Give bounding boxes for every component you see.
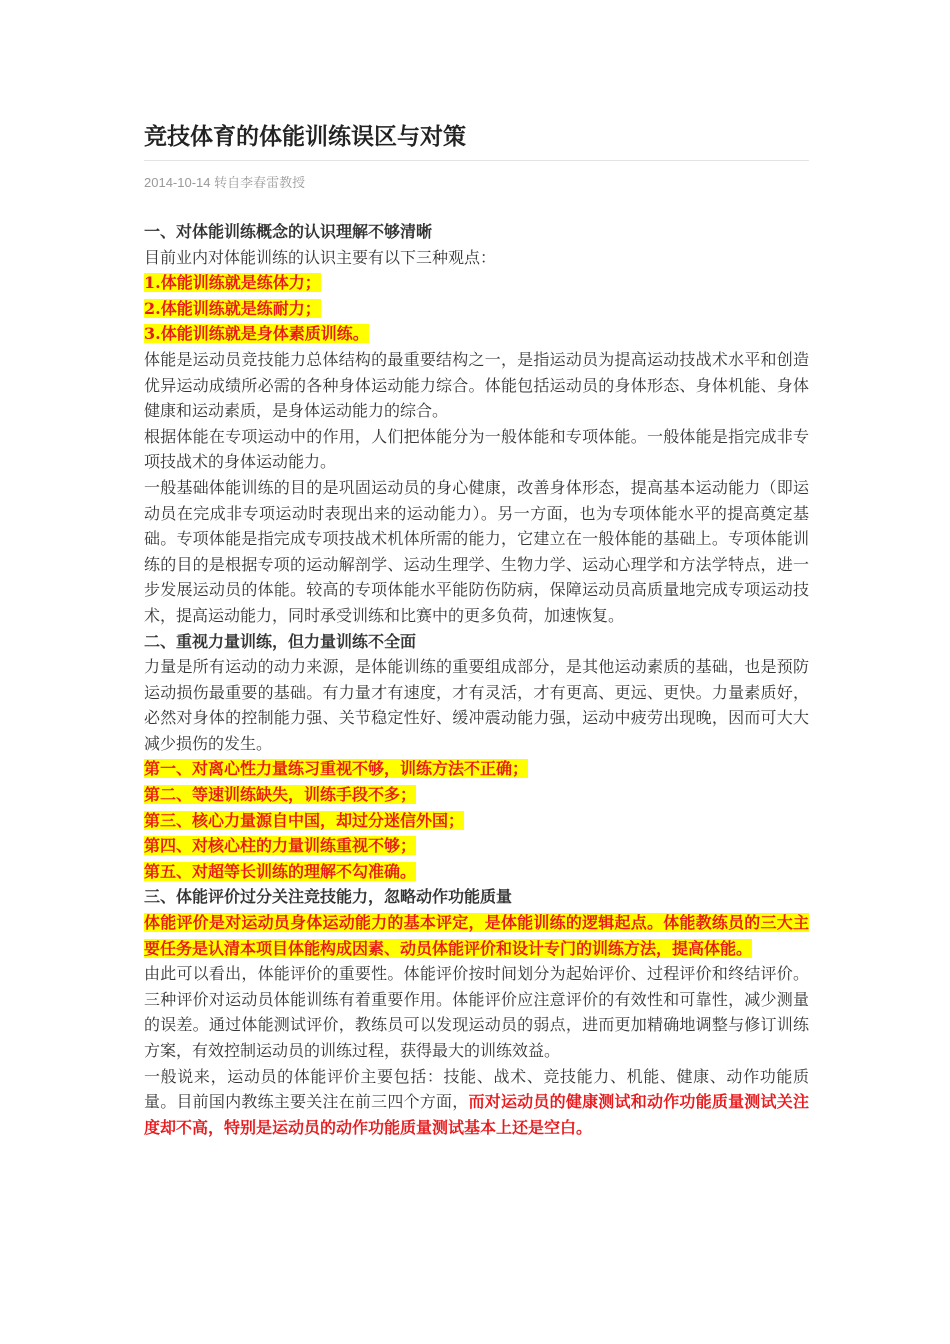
section-1-paragraph: 根据体能在专项运动中的作用，人们把体能分为一般体能和专项体能。一般体能是指完成非专项技战术的身体运动能力。 bbox=[144, 426, 809, 472]
section-2-paragraph: 力量是所有运动的动力来源，是体能训练的重要组成部分，是其他运动素质的基础，也是预防运动损伤最重要的基础。有力量才有速度，才有灵活，才有更高、更远、更快。力量素质好，必然对身体的控制能力强、关节稳定性好、缓冲震动能力强，运动中疲劳出现晚，因而可大大减少损伤的发生。 bbox=[144, 657, 809, 753]
point-item: 第五、对超等长训练的理解不勾准确。 bbox=[144, 861, 417, 881]
section-1-heading: 一、对体能训练概念的认识理解不够清晰 bbox=[144, 222, 433, 241]
section-2-heading: 二、重视力量训练，但力量训练不全面 bbox=[144, 631, 417, 651]
section-1-paragraph: 一般基础体能训练的目的是巩固运动员的身心健康，改善身体形态，提高基本运动能力（即运动员在完成非专项运动时表现出来的运动能力）。另一方面，也为专项体能水平的提高奠定基础。专项体能是指完成专项技战术机体所需的能力，它建立在一般体能的基础上。专项体能训练的目的是根据专项的运动解剖学、运动生理学、生物力学、运动心理学和方法学特点，进一步发展运动员的体能。较高的专项体能水平能防伤防病，保障运动员高质量地完成专项运动技术，提高运动能力，同时承受训练和比赛中的更多负荷，加速恢复。 bbox=[144, 477, 809, 625]
point-item: 第四、对核心柱的力量训练重视不够； bbox=[144, 836, 417, 856]
view-item: 1.体能训练就是练体力； bbox=[144, 273, 321, 293]
article bbox=[144, 120, 809, 1140]
view-item: 2.体能训练就是练耐力； bbox=[144, 298, 321, 318]
article-title: 竞技体育的体能训练误区与对策 bbox=[144, 120, 809, 161]
section-1-intro: 目前业内对体能训练的认识主要有以下三种观点： bbox=[144, 247, 497, 267]
article-date: 2014-10-14 bbox=[144, 175, 211, 190]
view-item: 3.体能训练就是身体素质训练。 bbox=[144, 324, 369, 344]
section-3-highlight: 体能评价是对运动员身体运动能力的基本评定，是体能训练的逻辑起点。体能教练员的三大主要任务是认清本项目体能构成因素、动员体能评价和设计专门的训练方法，提高体能。 bbox=[144, 913, 809, 958]
section-3-heading: 三、体能评价过分关注竞技能力，忽略动作功能质量 bbox=[144, 887, 513, 907]
article-source: 转自李春雷教授 bbox=[214, 175, 306, 190]
point-item: 第一、对离心性力量练习重视不够，训练方法不正确； bbox=[144, 759, 529, 779]
section-3-paragraph-2: 一般说来，运动员的体能评价主要包括：技能、战术、竞技能力、机能、健康、动作功能质量。目前国内教练主要关注在前三四个方面，而对运动员的健康测试和动作功能质量测试关注度却不高，特别是运动员的动作功能质量测试基本上还是空白。 bbox=[144, 1066, 809, 1137]
point-item: 第二、等速训练缺失，训练手段不多； bbox=[144, 785, 417, 805]
point-item: 第三、核心力量源自中国，却过分迷信外国； bbox=[144, 810, 465, 830]
section-1-paragraph: 体能是运动员竞技能力总体结构的最重要结构之一，是指运动员为提高运动技战术水平和创造优异运动成绩所必需的各种身体运动能力综合。体能包括运动员的身体形态、身体机能、身体健康和运动素质，是身体运动能力的综合。 bbox=[144, 349, 809, 421]
article-body bbox=[144, 219, 809, 1140]
article-meta bbox=[144, 173, 809, 193]
red-emphasis: 而对运动员的健康测试和动作功能质量测试关注度却不高，特别是运动员的动作功能质量测试基本上还是空白。 bbox=[144, 1092, 809, 1137]
section-3-paragraph: 由此可以看出，体能评价的重要性。体能评价按时间划分为起始评价、过程评价和终结评价。三种评价对运动员体能训练有着重要作用。体能评价应注意评价的有效性和可靠性，减少测量的误差。通过体能测试评价，教练员可以发现运动员的弱点，进而更加精确地调整与修订训练方案，有效控制运动员的训练过程，获得最大的训练效益。 bbox=[144, 964, 809, 1060]
